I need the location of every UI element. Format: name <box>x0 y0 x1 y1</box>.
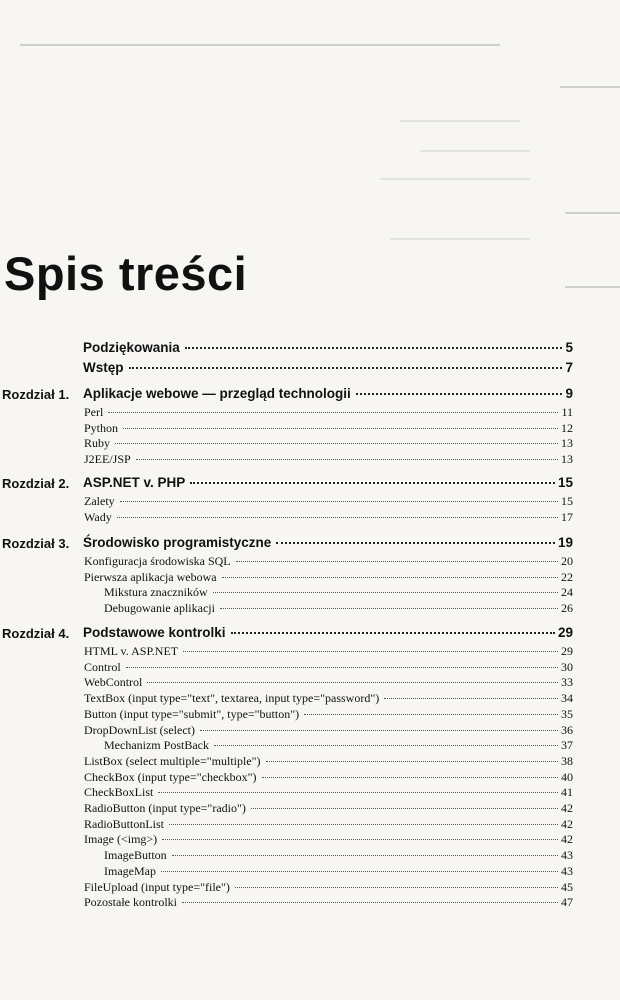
bleed-through-background <box>0 0 620 360</box>
section-entry[interactable] <box>84 421 573 436</box>
dot-leader <box>356 393 563 395</box>
chapter-entry[interactable] <box>83 340 573 355</box>
section-entry[interactable] <box>84 691 573 706</box>
chapter-entry[interactable] <box>83 475 573 490</box>
dot-leader <box>231 632 555 634</box>
page-number: 29 <box>561 644 573 658</box>
section-entry[interactable] <box>84 452 573 467</box>
dot-leader <box>182 902 558 903</box>
page-number: 33 <box>561 675 573 690</box>
section-title: TextBox (input type="text", textarea, input type="password") <box>84 691 380 706</box>
section-entry[interactable] <box>84 570 573 585</box>
section-title: Konfiguracja środowiska SQL <box>84 554 231 568</box>
dot-leader <box>169 824 558 825</box>
dot-leader <box>108 412 558 413</box>
section-title: Button (input type="submit", type="button") <box>84 706 300 721</box>
section-title: Mechanizm PostBack <box>104 738 209 753</box>
dot-leader <box>213 592 558 593</box>
section-entry[interactable] <box>84 754 573 769</box>
page-number: 40 <box>561 769 573 784</box>
section-title: RadioButtonList <box>84 816 165 831</box>
page-number: 43 <box>561 863 573 878</box>
section-title: Pozostałe kontrolki <box>84 895 177 910</box>
dot-leader <box>384 698 558 699</box>
dot-leader <box>220 608 558 609</box>
dot-leader <box>158 792 558 793</box>
dot-leader <box>123 428 558 429</box>
chapter-label: Rozdział 1. <box>2 387 70 402</box>
section-entry[interactable] <box>84 785 573 800</box>
section-title: Python <box>84 420 119 435</box>
page-number: 24 <box>561 585 573 600</box>
section-entry[interactable] <box>84 494 573 509</box>
section-entry[interactable] <box>84 675 573 690</box>
dot-leader <box>251 808 558 809</box>
section-title: Zalety <box>84 494 115 508</box>
section-title: Control <box>84 659 121 674</box>
subsection-entry[interactable] <box>104 738 573 753</box>
dot-leader <box>222 577 558 578</box>
subsection-entry[interactable] <box>104 864 573 879</box>
page-number: 12 <box>561 420 573 435</box>
chapter-title: Podziękowania <box>83 340 180 355</box>
dot-leader <box>136 459 558 460</box>
section-entry[interactable] <box>84 436 573 451</box>
page-number: 22 <box>561 569 573 584</box>
chapter-entry[interactable] <box>83 625 573 640</box>
section-entry[interactable] <box>84 817 573 832</box>
chapter-title: ASP.NET v. PHP <box>83 475 186 490</box>
subsection-entry[interactable] <box>104 601 573 616</box>
page-number: 13 <box>561 436 573 451</box>
page-number: 30 <box>561 659 573 674</box>
subsection-entry[interactable] <box>104 585 573 600</box>
page-number: 7 <box>565 360 573 375</box>
section-title: DropDownList (select) <box>84 722 195 737</box>
section-entry[interactable] <box>84 801 573 816</box>
dot-leader <box>190 482 555 484</box>
section-title: Ruby <box>84 436 111 451</box>
dot-leader <box>147 682 558 683</box>
dot-leader <box>262 777 558 778</box>
page-number: 37 <box>561 738 573 753</box>
section-title: Pierwsza aplikacja webowa <box>84 569 217 584</box>
section-title: Wady <box>84 509 112 524</box>
section-entry[interactable] <box>84 895 573 910</box>
chapter-title: Podstawowe kontrolki <box>83 625 226 640</box>
dot-leader <box>129 367 563 369</box>
chapter-label: Rozdział 2. <box>2 476 70 491</box>
dot-leader <box>162 839 558 840</box>
chapter-entry[interactable] <box>83 386 573 401</box>
section-title: RadioButton (input type="radio") <box>84 801 246 815</box>
section-title: WebControl <box>84 675 143 690</box>
section-title: ImageButton <box>104 848 167 863</box>
page-number: 15 <box>561 494 573 508</box>
page-number: 47 <box>561 895 573 910</box>
chapter-title: Aplikacje webowe — przegląd technologii <box>83 386 351 401</box>
dot-leader <box>183 651 558 652</box>
page-number: 9 <box>565 386 573 401</box>
section-title: Mikstura znaczników <box>104 585 208 600</box>
section-entry[interactable] <box>84 707 573 722</box>
page-number: 13 <box>561 452 573 467</box>
page-number: 42 <box>561 801 573 815</box>
chapter-label: Rozdział 4. <box>2 626 70 641</box>
subsection-entry[interactable] <box>104 848 573 863</box>
page-number: 29 <box>557 625 573 640</box>
page-number: 42 <box>561 816 573 831</box>
section-title: FileUpload (input type="file") <box>84 879 230 894</box>
chapter-title: Środowisko programistyczne <box>83 535 272 550</box>
dot-leader <box>266 761 558 762</box>
dot-leader <box>236 561 558 562</box>
page-number: 38 <box>561 753 573 768</box>
dot-leader <box>214 745 558 746</box>
page-number: 35 <box>561 706 573 721</box>
page-number: 15 <box>557 475 573 490</box>
page-number: 17 <box>561 509 573 524</box>
section-entry[interactable] <box>84 660 573 675</box>
section-title: J2EE/JSP <box>84 452 131 467</box>
dot-leader <box>304 714 558 715</box>
page-number: 41 <box>561 785 573 800</box>
section-title: ImageMap <box>104 863 156 878</box>
page-number: 34 <box>561 691 573 706</box>
section-title: Image (<img>) <box>84 832 158 847</box>
section-entry[interactable] <box>84 405 573 420</box>
page-number: 5 <box>565 340 573 355</box>
page-number: 19 <box>557 535 573 550</box>
dot-leader <box>172 855 558 856</box>
chapter-entry[interactable] <box>83 535 573 550</box>
page-title: Spis treści <box>4 247 248 300</box>
page-number: 45 <box>561 879 573 894</box>
page-number: 42 <box>561 832 573 847</box>
dot-leader <box>120 501 558 502</box>
chapter-title: Wstęp <box>83 360 124 375</box>
section-title: HTML v. ASP.NET <box>84 644 179 658</box>
chapter-label: Rozdział 3. <box>2 536 70 551</box>
section-title: Debugowanie aplikacji <box>104 601 215 616</box>
page-number: 43 <box>561 848 573 863</box>
page-number: 11 <box>561 405 573 419</box>
chapter-entry[interactable] <box>83 360 573 375</box>
section-title: CheckBox (input type="checkbox") <box>84 769 257 784</box>
section-title: CheckBoxList <box>84 785 154 800</box>
dot-leader <box>185 347 563 349</box>
dot-leader <box>161 871 558 872</box>
dot-leader <box>126 667 558 668</box>
dot-leader <box>117 517 558 518</box>
section-entry[interactable] <box>84 723 573 738</box>
dot-leader <box>200 730 558 731</box>
section-entry[interactable] <box>84 832 573 847</box>
page-number: 26 <box>561 601 573 616</box>
section-entry[interactable] <box>84 510 573 525</box>
section-title: Perl <box>84 405 104 419</box>
section-title: ListBox (select multiple="multiple") <box>84 753 261 768</box>
section-entry[interactable] <box>84 880 573 895</box>
page-number: 36 <box>561 722 573 737</box>
section-entry[interactable] <box>84 770 573 785</box>
section-entry[interactable] <box>84 644 573 659</box>
dot-leader <box>235 887 558 888</box>
dot-leader <box>115 443 558 444</box>
section-entry[interactable] <box>84 554 573 569</box>
dot-leader <box>276 542 555 544</box>
page-number: 20 <box>561 554 573 568</box>
